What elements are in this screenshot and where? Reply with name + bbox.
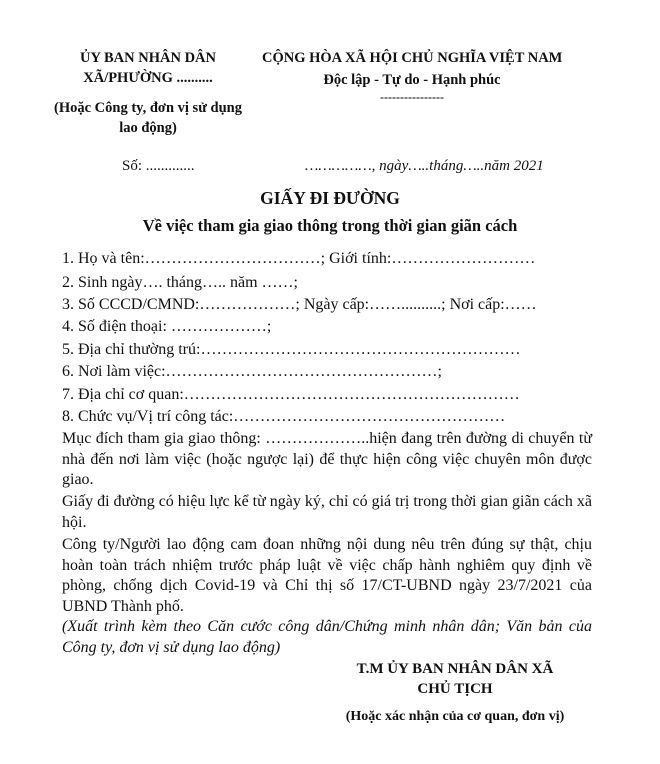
field-phone: 4. Số điện thoại: ………………; [62, 318, 272, 335]
field-full-name: 1. Họ và tên:……………………………; Giới tính:……………………… [62, 250, 536, 267]
field-birth-date: 2. Sinh ngày…. tháng….. năm ……; [62, 274, 298, 291]
issuer-name: ỦY BAN NHÂN DÂN [79, 50, 216, 66]
field-position: 8. Chức vụ/Vị trí công tác:…………………………………………… [62, 408, 506, 425]
field-workplace: 6. Nơi làm việc:……………………………………………; [62, 363, 442, 380]
document-number: Số: ............. [122, 158, 195, 174]
signature-alt-confirmation: (Hoặc xác nhận của cơ quan, đơn vị) [345, 709, 565, 724]
motto-divider: ---------------- [380, 90, 444, 104]
signature-org: T.M ỦY BAN NHÂN DÂN XÃ [356, 661, 554, 677]
document-subtitle: Về việc tham gia giao thông trong thời gian giãn cách [142, 216, 518, 235]
issuer-alt-line1: (Hoặc Công ty, đơn vị sử dụng [54, 100, 242, 116]
field-office-address: 7. Địa chỉ cơ quan:……………………………………………………… [62, 386, 520, 403]
commitment-paragraph: Công ty/Người lao động cam đoan những nội dung nêu trên đúng sự thật, chịu hoàn toàn trách nhiệm trước pháp luật về việc chấp hành nghiêm quy định về phòng, chống dịch Covid-19 và Chỉ thị số 17/CT-UBND ngày 23/7/2021 của UBND Thành phố. [62, 536, 592, 615]
issuer-ward: XÃ/PHƯỜNG .......... [83, 70, 213, 86]
signature-title: CHỦ TỊCH [417, 681, 493, 697]
document-date: ……………, ngày…..tháng…..năm 2021 [305, 158, 544, 174]
purpose-paragraph: Mục đích tham gia giao thông: ………………..hiện đang trên đường di chuyển từ nhà đến nơi làm việc (hoặc ngược lại) để thực hiện công việc chuyên môn được giao. [62, 430, 592, 488]
field-permanent-address: 5. Địa chỉ thường trú:…………………………………………………… [62, 341, 521, 358]
field-id-card: 3. Số CCCD/CMND:………………; Ngày cấp:……..........; Nơi cấp:…… [62, 296, 537, 313]
national-title: CỘNG HÒA XÃ HỘI CHỦ NGHĨA VIỆT NAM [262, 50, 563, 66]
national-motto: Độc lập - Tự do - Hạnh phúc [323, 72, 501, 88]
note-paragraph: (Xuất trình kèm theo Căn cước công dân/Chứng minh nhân dân; Văn bản của Công ty, đơn vị sử dụng lao động) [62, 618, 592, 656]
issuer-alt-line2: lao động) [119, 120, 177, 136]
document-title: GIẤY ĐI ĐƯỜNG [260, 188, 400, 208]
validity-paragraph: Giấy đi đường có hiệu lực kể từ ngày ký, chỉ có giá trị trong thời gian giãn cách xã hội. [62, 493, 592, 531]
